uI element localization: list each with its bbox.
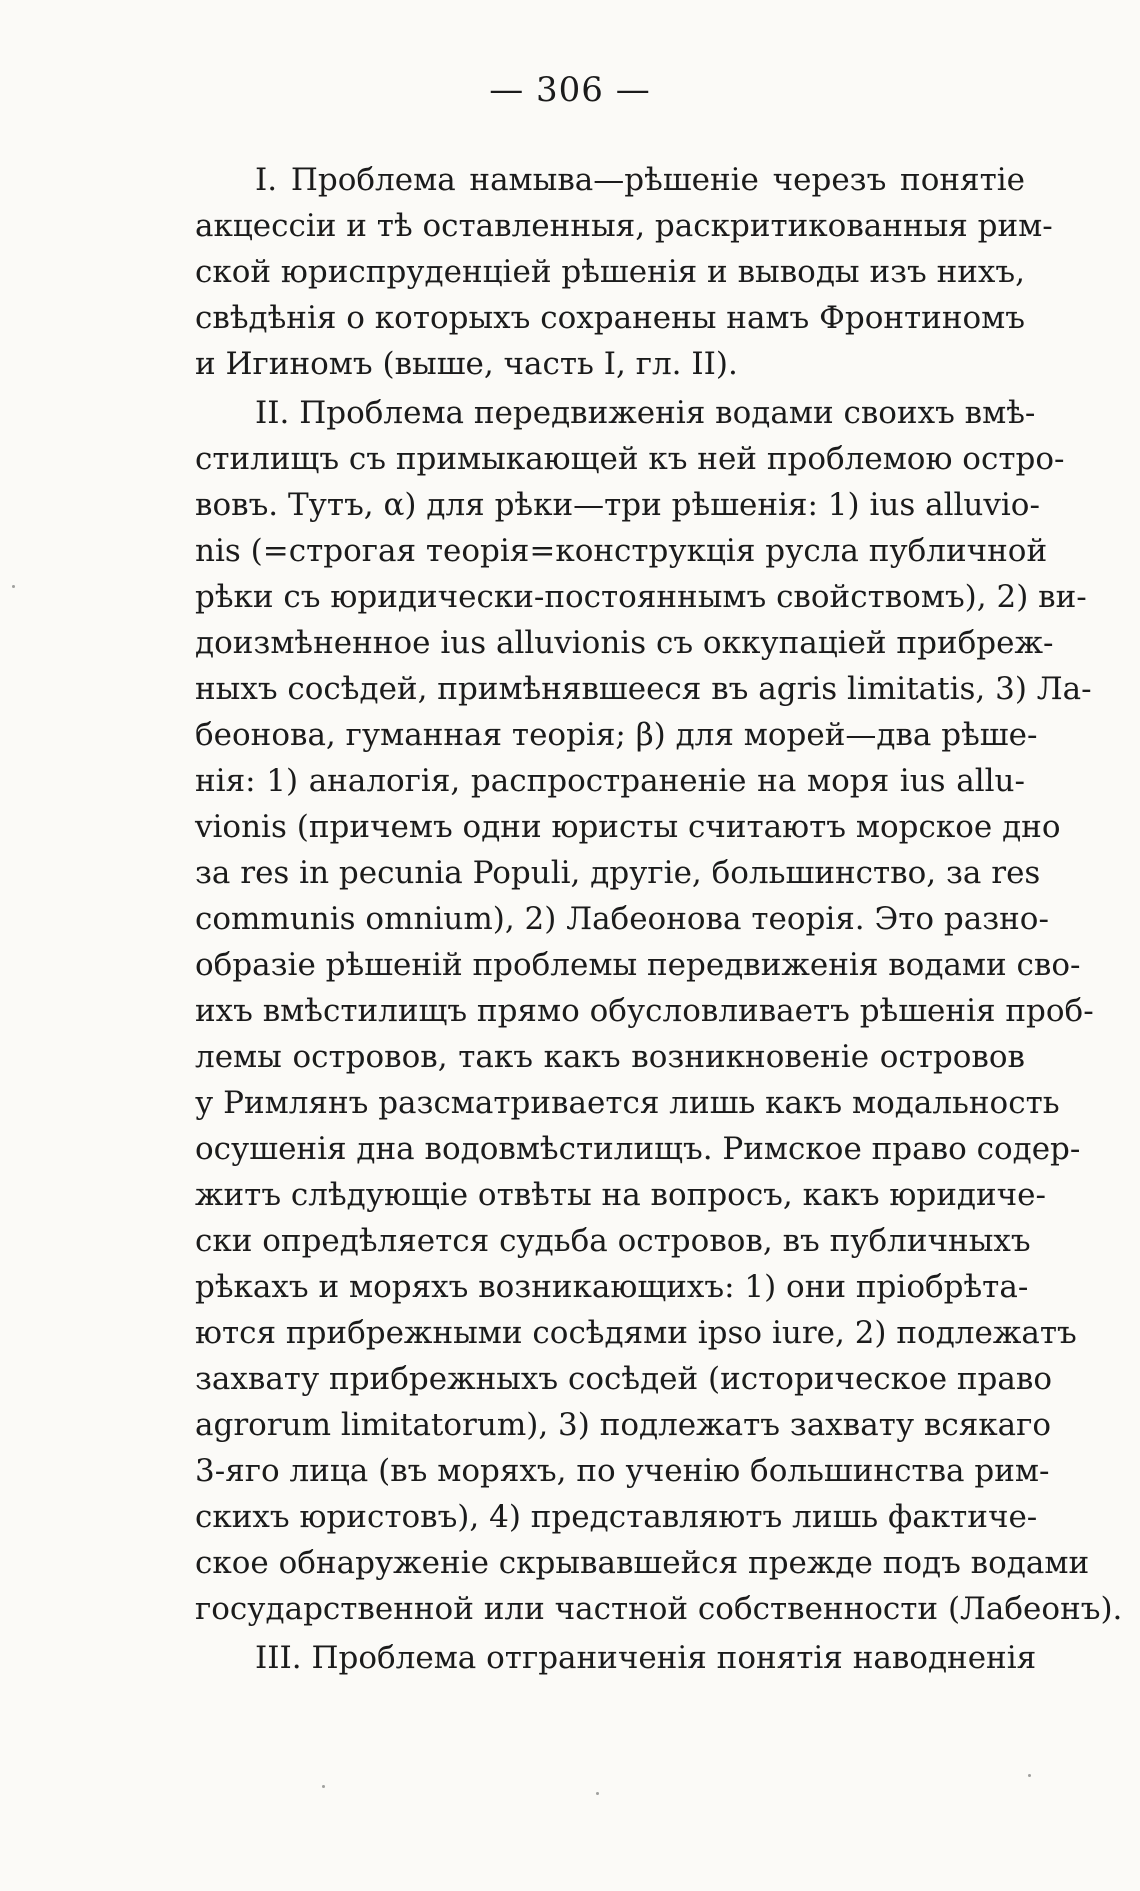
text-line: 3-яго лица (въ моряхъ, по ученію большинства рим-	[195, 1453, 1050, 1489]
speck	[12, 585, 15, 588]
text-line: осушенія дна водовмѣстилищъ. Римское право содер-	[195, 1131, 1081, 1167]
text-line: ихъ вмѣстилищъ прямо обусловливаетъ рѣшенія проб-	[195, 993, 1094, 1029]
text-line: житъ слѣдующіе отвѣты на вопросъ, какъ юридиче-	[195, 1177, 1046, 1213]
text-line: ской юриспруденціей рѣшенія и выводы изъ нихъ,	[195, 254, 1025, 290]
speck	[1028, 1774, 1031, 1777]
text-line: лемы островов, такъ какъ возникновеніе островов	[195, 1039, 1025, 1075]
text-line: стилищъ съ примыкающей къ ней проблемою остро-	[195, 441, 1065, 477]
text-line: беонова, гуманная теорія; β) для морей—два рѣше-	[195, 717, 1038, 753]
text-line: образіе рѣшеній проблемы передвиженія водами сво-	[195, 947, 1081, 983]
speck	[322, 1785, 325, 1788]
text-line: захвату прибрежныхъ сосѣдей (историческое право	[195, 1361, 1052, 1397]
text-line: ское обнаруженіе скрывавшейся прежде подъ водами	[195, 1545, 1090, 1581]
text-line: нія: 1) аналогія, распространеніе на моря ius allu-	[195, 763, 1025, 799]
text-line: и Игиномъ (выше, часть I, гл. II).	[195, 346, 738, 382]
text-line: ныхъ сосѣдей, примѣнявшееся въ agris limitatis, 3) Ла-	[195, 671, 1092, 707]
text-line: скихъ юристовъ), 4) представляютъ лишь фактиче-	[195, 1499, 1038, 1535]
text-line: у Римлянъ разсматривается лишь какъ модальность	[195, 1085, 1060, 1121]
text-line: за res in pecunia Populi, другіе, большинство, за res	[195, 855, 1041, 891]
text-line: свѣдѣнія о которыхъ сохранены намъ Фронтиномъ	[195, 300, 1025, 336]
text-line: vionis (причемъ одни юристы считаютъ морское дно	[195, 809, 1061, 845]
page-number: — 306 —	[489, 70, 651, 110]
text-line: communis omnium), 2) Лабеонова теорія. Это разно-	[195, 901, 1049, 937]
text-line: III. Проблема отграниченія понятія наводненія	[255, 1640, 1037, 1676]
text-line: рѣки съ юридически-постояннымъ свойствомъ), 2) ви-	[195, 579, 1087, 615]
text-line: ются прибрежными сосѣдями ipso iure, 2) подлежатъ	[195, 1315, 1077, 1351]
text-line: agrorum limitatorum), 3) подлежатъ захвату всякаго	[195, 1407, 1052, 1443]
text-line: II. Проблема передвиженія водами своихъ вмѣ-	[255, 395, 1036, 431]
text-line: акцессіи и тѣ оставленныя, раскритикованныя рим-	[195, 208, 1053, 244]
text-line: государственной или частной собственности (Лабеонъ).	[195, 1591, 1123, 1627]
text-line: ски опредѣляется судьба островов, въ публичныхъ	[195, 1223, 1031, 1259]
text-line: рѣкахъ и моряхъ возникающихъ: 1) они пріобрѣта-	[195, 1269, 1029, 1305]
text-line: nis (=строгая теорія=конструкція русла публичной	[195, 533, 1048, 569]
speck	[596, 1792, 599, 1795]
text-line: I. Проблема намыва—рѣшеніе черезъ понятіе	[255, 162, 1025, 198]
text-line: вовъ. Тутъ, α) для рѣки—три рѣшенія: 1) ius alluvio-	[195, 487, 1040, 523]
text-line: доизмѣненное ius alluvionis съ оккупаціей прибреж-	[195, 625, 1054, 661]
